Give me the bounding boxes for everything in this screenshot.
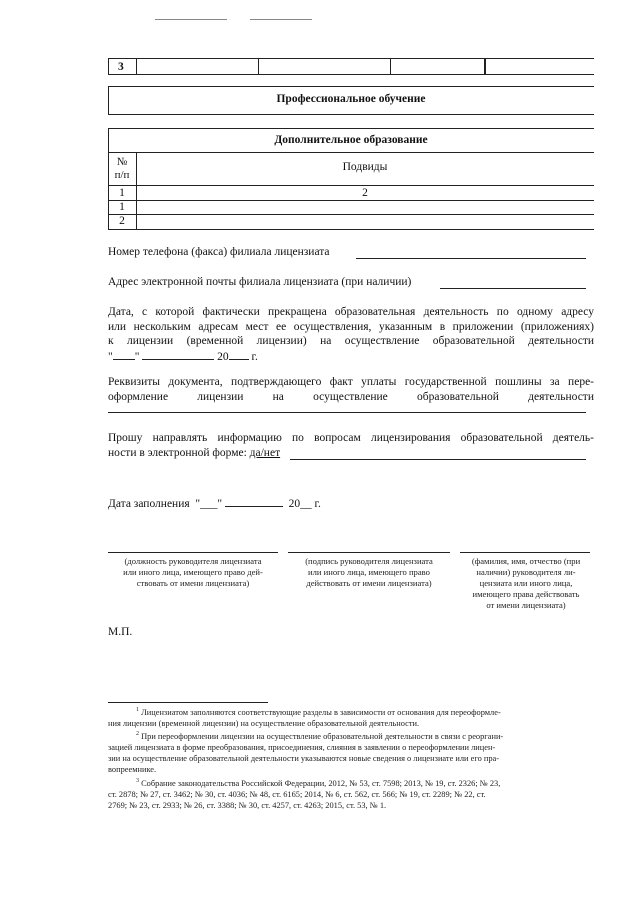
position-caption: (должность руководителя лицензиата или иного лица, имеющего право дей- ствовать от имени лицензиата) — [123, 556, 263, 588]
table-cell: 2 — [119, 215, 125, 227]
fill-date: Дата заполнения "___" 20__ г. — [108, 495, 321, 512]
table-cell: 1 — [119, 187, 125, 199]
email-label: Адрес электронной почты филиала лицензиата (при наличии) — [108, 276, 412, 288]
top-table-number: 3 — [118, 61, 124, 73]
stamp-label: М.П. — [108, 626, 133, 638]
email-consent-value[interactable]: да/нет — [249, 447, 281, 459]
email-field[interactable] — [440, 288, 586, 289]
footnote-2: $^2$ При переоформлении лицензии на осуществление образовательной деятельности в связи с реоргани- зацией лицензиата в форме преобразования, присоединения, слияния в заявлении о переоформлении лицен- зии на осуществление образовательной деятельности указываются новые сведения о лицензиате или его пра- вопреемнике. — [108, 731, 504, 774]
footnote-3: $^3$ Собрание законодательства Российской Федерации, 2012, № 53, ст. 7598; 2013, № 19, ст. 2326; № 23, ст. 2878; № 27, ст. 3462; № 30, ст. 4036; № 48, ст. 6165; 2014, № 6, ст. 562, ст. 566; № 19, ст. 2289; № 22, ст. 2769; № 23, ст. 2933; № 26, ст. 3388; № 30, ст. 4257, ст. 4263; 2015, ст. 53, № 1. — [108, 778, 501, 810]
year-field[interactable] — [229, 348, 249, 360]
fill-month-field[interactable] — [225, 495, 283, 507]
request-field[interactable] — [290, 459, 586, 460]
footnote-1: $^1$ Лицензиатом заполняются соответствующие разделы в зависимости от основания для переоформле- ния лицензии (временной лицензии) на осуществление образовательной деятельности. — [108, 707, 501, 728]
request-line: ности в электронной форме: да/нет — [108, 447, 281, 459]
month-field[interactable] — [142, 348, 214, 360]
table-cell: 1 — [119, 201, 125, 213]
signature-field[interactable] — [288, 552, 450, 553]
request-line: Прошу направлять информацию по вопросам лицензирования образовательной деятель- — [108, 432, 594, 444]
scan-mark — [250, 19, 312, 20]
position-field[interactable] — [108, 552, 278, 553]
requisites-line: оформление лицензии на осуществление образовательной деятельности — [108, 391, 594, 403]
date-paragraph-date: " " 20 г. — [108, 348, 258, 365]
requisites-field[interactable] — [108, 412, 586, 413]
section-title: Дополнительное образование — [274, 134, 428, 146]
column-header-number: № п/п — [114, 156, 130, 181]
table-cell: 2 — [362, 187, 368, 199]
section-title: Профессиональное обучение — [276, 93, 426, 105]
date-paragraph-line: к лицензии (временной лицензии) на осуществление образовательной деятельности — [108, 335, 594, 347]
date-paragraph-line: Дата, с которой фактически прекращена образовательная деятельность по одному адресу — [108, 306, 594, 318]
scan-mark — [155, 19, 227, 20]
column-header-subtypes: Подвиды — [342, 161, 388, 173]
requisites-line: Реквизиты документа, подтверждающего факт уплаты государственной пошлины за пере- — [108, 376, 594, 388]
name-field[interactable] — [460, 552, 590, 553]
footnote-divider — [108, 702, 268, 703]
name-caption: (фамилия, имя, отчество (при наличии) руководителя ли- цензиата или иного лица, имеющего права действовать от имени лицензиата) — [471, 556, 581, 610]
date-paragraph-line: или нескольким адресам мест ее осуществления, указанным в приложении (приложениях) — [108, 321, 594, 333]
phone-field[interactable] — [356, 258, 586, 259]
signature-caption: (подпись руководителя лицензиата или иного лица, имеющего право действовать от имени лицензиата) — [305, 556, 433, 588]
phone-label: Номер телефона (факса) филиала лицензиата — [108, 246, 330, 258]
day-field[interactable] — [113, 348, 135, 360]
